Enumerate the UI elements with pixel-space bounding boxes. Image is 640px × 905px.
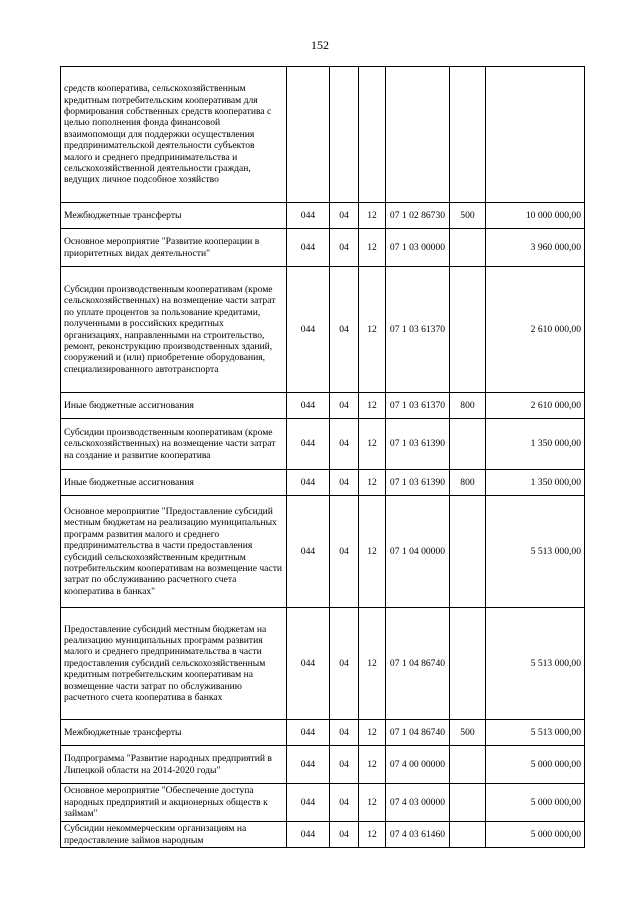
expense-type-cell [450,746,486,784]
row-name-cell: Межбюджетные трансферты [61,203,287,229]
subsection-code-cell: 12 [359,720,386,746]
amount-cell: 10 000 000,00 [486,203,585,229]
target-article-cell: 07 1 03 61370 [386,393,450,419]
target-article-cell: 07 1 03 00000 [386,229,450,267]
section-code-cell [330,67,359,203]
expense-type-cell [450,67,486,203]
table-row [61,67,585,203]
ministry-code-cell: 044 [287,608,330,720]
row-name-cell: Иные бюджетные ассигнования [61,393,287,419]
subsection-code-cell: 12 [359,267,386,393]
ministry-code-cell: 044 [287,203,330,229]
expense-type-cell [450,608,486,720]
subsection-code-cell: 12 [359,822,386,848]
section-code-cell: 04 [330,746,359,784]
target-article-cell: 07 4 00 00000 [386,746,450,784]
subsection-code-cell: 12 [359,203,386,229]
ministry-code-cell: 044 [287,496,330,608]
table-row [61,203,585,229]
section-code-cell: 04 [330,496,359,608]
ministry-code-cell: 044 [287,419,330,470]
section-code-cell: 04 [330,720,359,746]
expense-type-cell [450,229,486,267]
subsection-code-cell: 12 [359,419,386,470]
page-number: 152 [311,38,329,52]
expense-type-cell: 800 [450,470,486,496]
amount-cell: 5 513 000,00 [486,720,585,746]
expense-type-cell: 800 [450,393,486,419]
row-name-cell: Основное мероприятие "Обеспечение доступа народных предприятий и акционерных обществ к займам" [61,784,287,822]
section-code-cell: 04 [330,203,359,229]
subsection-code-cell: 12 [359,746,386,784]
expense-type-cell: 500 [450,203,486,229]
target-article-cell: 07 1 04 86740 [386,720,450,746]
row-name-cell: Межбюджетные трансферты [61,720,287,746]
expense-type-cell [450,267,486,393]
ministry-code-cell: 044 [287,746,330,784]
target-article-cell: 07 1 04 00000 [386,496,450,608]
target-article-cell: 07 1 03 61370 [386,267,450,393]
section-code-cell: 04 [330,229,359,267]
ministry-code-cell: 044 [287,720,330,746]
target-article-cell: 07 4 03 61460 [386,822,450,848]
row-name-cell: Подпрограмма "Развитие народных предприятий в Липецкой области на 2014-2020 годы" [61,746,287,784]
subsection-code-cell: 12 [359,496,386,608]
table-row [61,393,585,419]
table-row [61,720,585,746]
ministry-code-cell: 044 [287,822,330,848]
ministry-code-cell: 044 [287,229,330,267]
table-row [61,822,585,848]
table-row [61,746,585,784]
amount-cell: 2 610 000,00 [486,267,585,393]
budget-table-body [61,67,585,848]
section-code-cell: 04 [330,608,359,720]
ministry-code-cell: 044 [287,393,330,419]
target-article-cell [386,67,450,203]
row-name-cell: средств кооператива, сельскохозяйственным кредитным потребительским кооперативам для формирования собственных средств кооператива с целью пополнения фонда финансовой взаимопомощи для поддержки осуществления предпринимательской деятельности субъектов малого и среднего предпринимательства и сельскохозяйственной деятельности граждан, ведущих личное подсобное хозяйство [61,67,287,203]
row-name-cell: Субсидии некоммерческим организациям на предоставление займов народным [61,822,287,848]
amount-cell: 1 350 000,00 [486,419,585,470]
row-name-cell: Иные бюджетные ассигнования [61,470,287,496]
subsection-code-cell: 12 [359,229,386,267]
row-name-cell: Субсидии производственным кооперативам (кроме сельскохозяйственных) на возмещение части затрат по уплате процентов за пользование кредитами, полученными в российских кредитных организациях, направленными на строительство, ремонт, реконструкцию производственных зданий, сооружений и (или) приобретение оборудования, специализированного автотранспорта [61,267,287,393]
budget-table [60,66,585,848]
section-code-cell: 04 [330,822,359,848]
amount-cell [486,67,585,203]
ministry-code-cell: 044 [287,267,330,393]
amount-cell: 5 000 000,00 [486,784,585,822]
section-code-cell: 04 [330,470,359,496]
section-code-cell: 04 [330,267,359,393]
subsection-code-cell: 12 [359,608,386,720]
amount-cell: 5 000 000,00 [486,822,585,848]
expense-type-cell [450,784,486,822]
target-article-cell: 07 1 04 86740 [386,608,450,720]
subsection-code-cell: 12 [359,470,386,496]
table-row [61,470,585,496]
expense-type-cell [450,419,486,470]
target-article-cell: 07 4 03 00000 [386,784,450,822]
row-name-cell: Субсидии производственным кооперативам (кроме сельскохозяйственных) на возмещение части затрат на создание и развитие кооператива [61,419,287,470]
ministry-code-cell [287,67,330,203]
expense-type-cell: 500 [450,720,486,746]
table-row [61,784,585,822]
amount-cell: 2 610 000,00 [486,393,585,419]
table-row [61,496,585,608]
subsection-code-cell: 12 [359,393,386,419]
amount-cell: 1 350 000,00 [486,470,585,496]
table-row [61,608,585,720]
table-row [61,229,585,267]
row-name-cell: Предоставление субсидий местным бюджетам на реализацию муниципальных программ развития малого и среднего предпринимательства в части предоставления субсидий сельскохозяйственным кредитным потребительским кооперативам на возмещение части затрат по обслуживанию расчетного счета кооператива в банках [61,608,287,720]
target-article-cell: 07 1 02 86730 [386,203,450,229]
table-row [61,419,585,470]
section-code-cell: 04 [330,419,359,470]
expense-type-cell [450,822,486,848]
row-name-cell: Основное мероприятие "Развитие кооперации в приоритетных видах деятельности" [61,229,287,267]
section-code-cell: 04 [330,784,359,822]
section-code-cell: 04 [330,393,359,419]
amount-cell: 3 960 000,00 [486,229,585,267]
ministry-code-cell: 044 [287,470,330,496]
subsection-code-cell [359,67,386,203]
subsection-code-cell: 12 [359,784,386,822]
amount-cell: 5 000 000,00 [486,746,585,784]
table-row [61,267,585,393]
row-name-cell: Основное мероприятие "Предоставление субсидий местным бюджетам на реализацию муниципальных программ развития малого и среднего предпринимательства в части предоставления субсидий сельскохозяйственным кредитным потребительским кооперативам на возмещение части затрат по обслуживанию расчетного счета кооператива в банках" [61,496,287,608]
amount-cell: 5 513 000,00 [486,496,585,608]
target-article-cell: 07 1 03 61390 [386,419,450,470]
target-article-cell: 07 1 03 61390 [386,470,450,496]
ministry-code-cell: 044 [287,784,330,822]
amount-cell: 5 513 000,00 [486,608,585,720]
expense-type-cell [450,496,486,608]
